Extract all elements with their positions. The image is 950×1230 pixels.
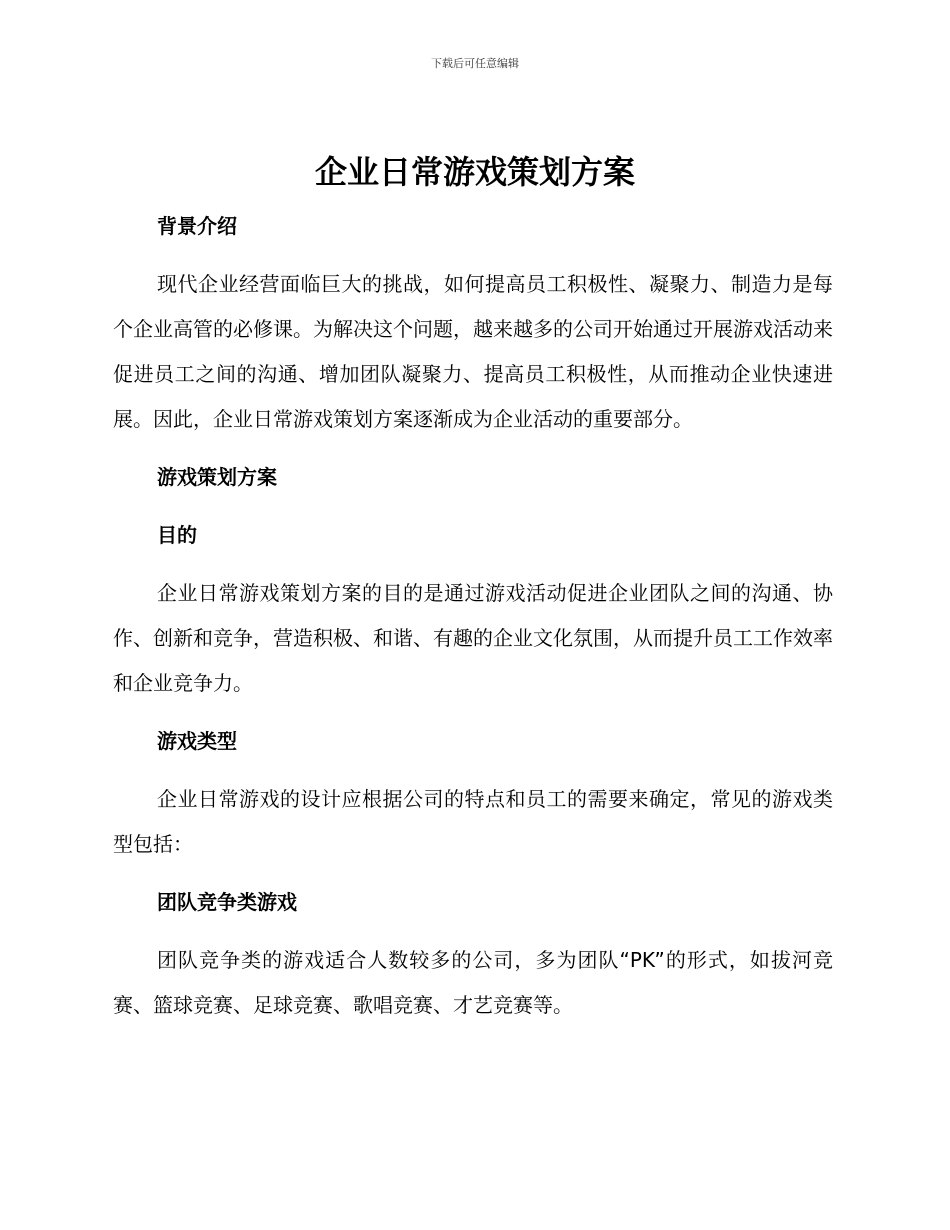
paragraph-team-competition: 团队竞争类的游戏适合人数较多的公司，多为团队“PK”的形式，如拔河竞赛、篮球竞赛、足球竞赛、歌唱竞赛、才艺竞赛等。 [113,948,833,1017]
section-heading-game-plan: 游戏策划方案 [157,465,277,489]
page-header-note: 下载后可任意编辑 [431,57,519,70]
section-heading-team-competition: 团队竞争类游戏 [157,890,297,914]
paragraph-game-types: 企业日常游戏的设计应根据公司的特点和员工的需要来确定，常见的游戏类型包括： [113,787,833,856]
document-title: 企业日常游戏策划方案 [314,153,635,191]
paragraph-background: 现代企业经营面临巨大的挑战，如何提高员工积极性、凝聚力、制造力是每个企业高管的必修课。为解决这个问题，越来越多的公司开始通过开展游戏活动来促进员工之间的沟通、增加团队凝聚力、提高员工积极性，从而推动企业快速进展。因此，企业日常游戏策划方案逐渐成为企业活动的重要部分。 [113,272,833,431]
section-heading-purpose: 目的 [157,523,197,547]
paragraph-purpose: 企业日常游戏策划方案的目的是通过游戏活动促进企业团队之间的沟通、协作、创新和竞争，营造积极、和谐、有趣的企业文化氛围，从而提升员工工作效率和企业竞争力。 [113,581,833,695]
section-heading-background: 背景介绍 [157,214,237,238]
document-body [113,200,833,1028]
section-heading-game-types: 游戏类型 [157,729,237,753]
